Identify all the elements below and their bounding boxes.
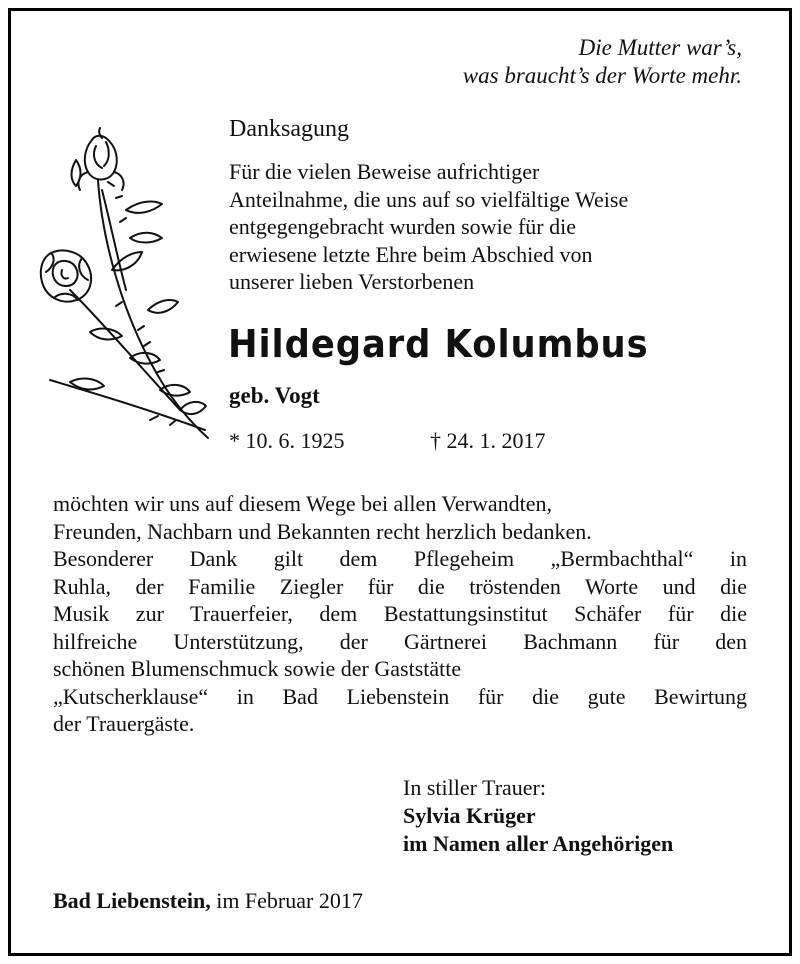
- signature-family: im Namen aller Angehörigen: [403, 831, 674, 856]
- body-line: „Kutscherklause“ in Bad Liebenstein für die gute Bewirtung: [53, 683, 747, 709]
- body-line: Besonderer Dank gilt dem Pflegeheim „Bermbachthal“ in: [53, 546, 747, 571]
- intro-text: [229, 158, 759, 296]
- birth-date: * 10. 6. 1925: [229, 428, 345, 453]
- intro-line: erwiesene letzte Ehre beim Abschied von: [229, 241, 593, 267]
- body-line: hilfreiche Unterstützung, der Gärtnerei Bachmann für den: [53, 628, 747, 654]
- body-line: möchten wir uns auf diesem Wege bei allen Verwandten,: [53, 491, 552, 516]
- body-line: schönen Blumenschmuck sowie der Gaststätte: [53, 656, 462, 681]
- place-town: Bad Liebenstein,: [53, 888, 211, 913]
- body-line: Freunden, Nachbarn und Bekannten recht herzlich bedanken.: [53, 518, 592, 544]
- body-line: der Trauergäste.: [53, 711, 195, 736]
- death-date: † 24. 1. 2017: [430, 428, 546, 453]
- place-date: [53, 888, 363, 914]
- body-line: Ruhla, der Familie Ziegler für die tröstenden Worte und die: [53, 573, 747, 599]
- motto-line-2: was braucht’s der Worte mehr.: [462, 63, 742, 88]
- intro-line: Anteilnahme, die uns auf so vielfältige Weise: [229, 186, 629, 212]
- signature-name: Sylvia Krüger: [403, 803, 536, 828]
- intro-line: entgegengebracht wurden sowie für die: [229, 214, 576, 239]
- signature-block: [403, 774, 673, 858]
- notice-title: Danksagung: [229, 116, 349, 142]
- intro-line: Für die vielen Beweise aufrichtiger: [229, 159, 540, 184]
- birth-name: geb. Vogt: [229, 383, 320, 408]
- body-line: Musik zur Trauerfeier, dem Bestattungsinstitut Schäfer für die: [53, 601, 747, 626]
- signature-intro: In stiller Trauer:: [403, 775, 546, 800]
- motto-line-1: Die Mutter war’s,: [578, 35, 742, 60]
- rose-drawing-icon: [30, 120, 215, 445]
- intro-line: unserer lieben Verstorbenen: [229, 269, 475, 294]
- deceased-name: Hildegard Kolumbus: [228, 322, 649, 366]
- body-text: [53, 490, 747, 738]
- motto: [322, 34, 742, 90]
- place-date-text: im Februar 2017: [216, 888, 363, 913]
